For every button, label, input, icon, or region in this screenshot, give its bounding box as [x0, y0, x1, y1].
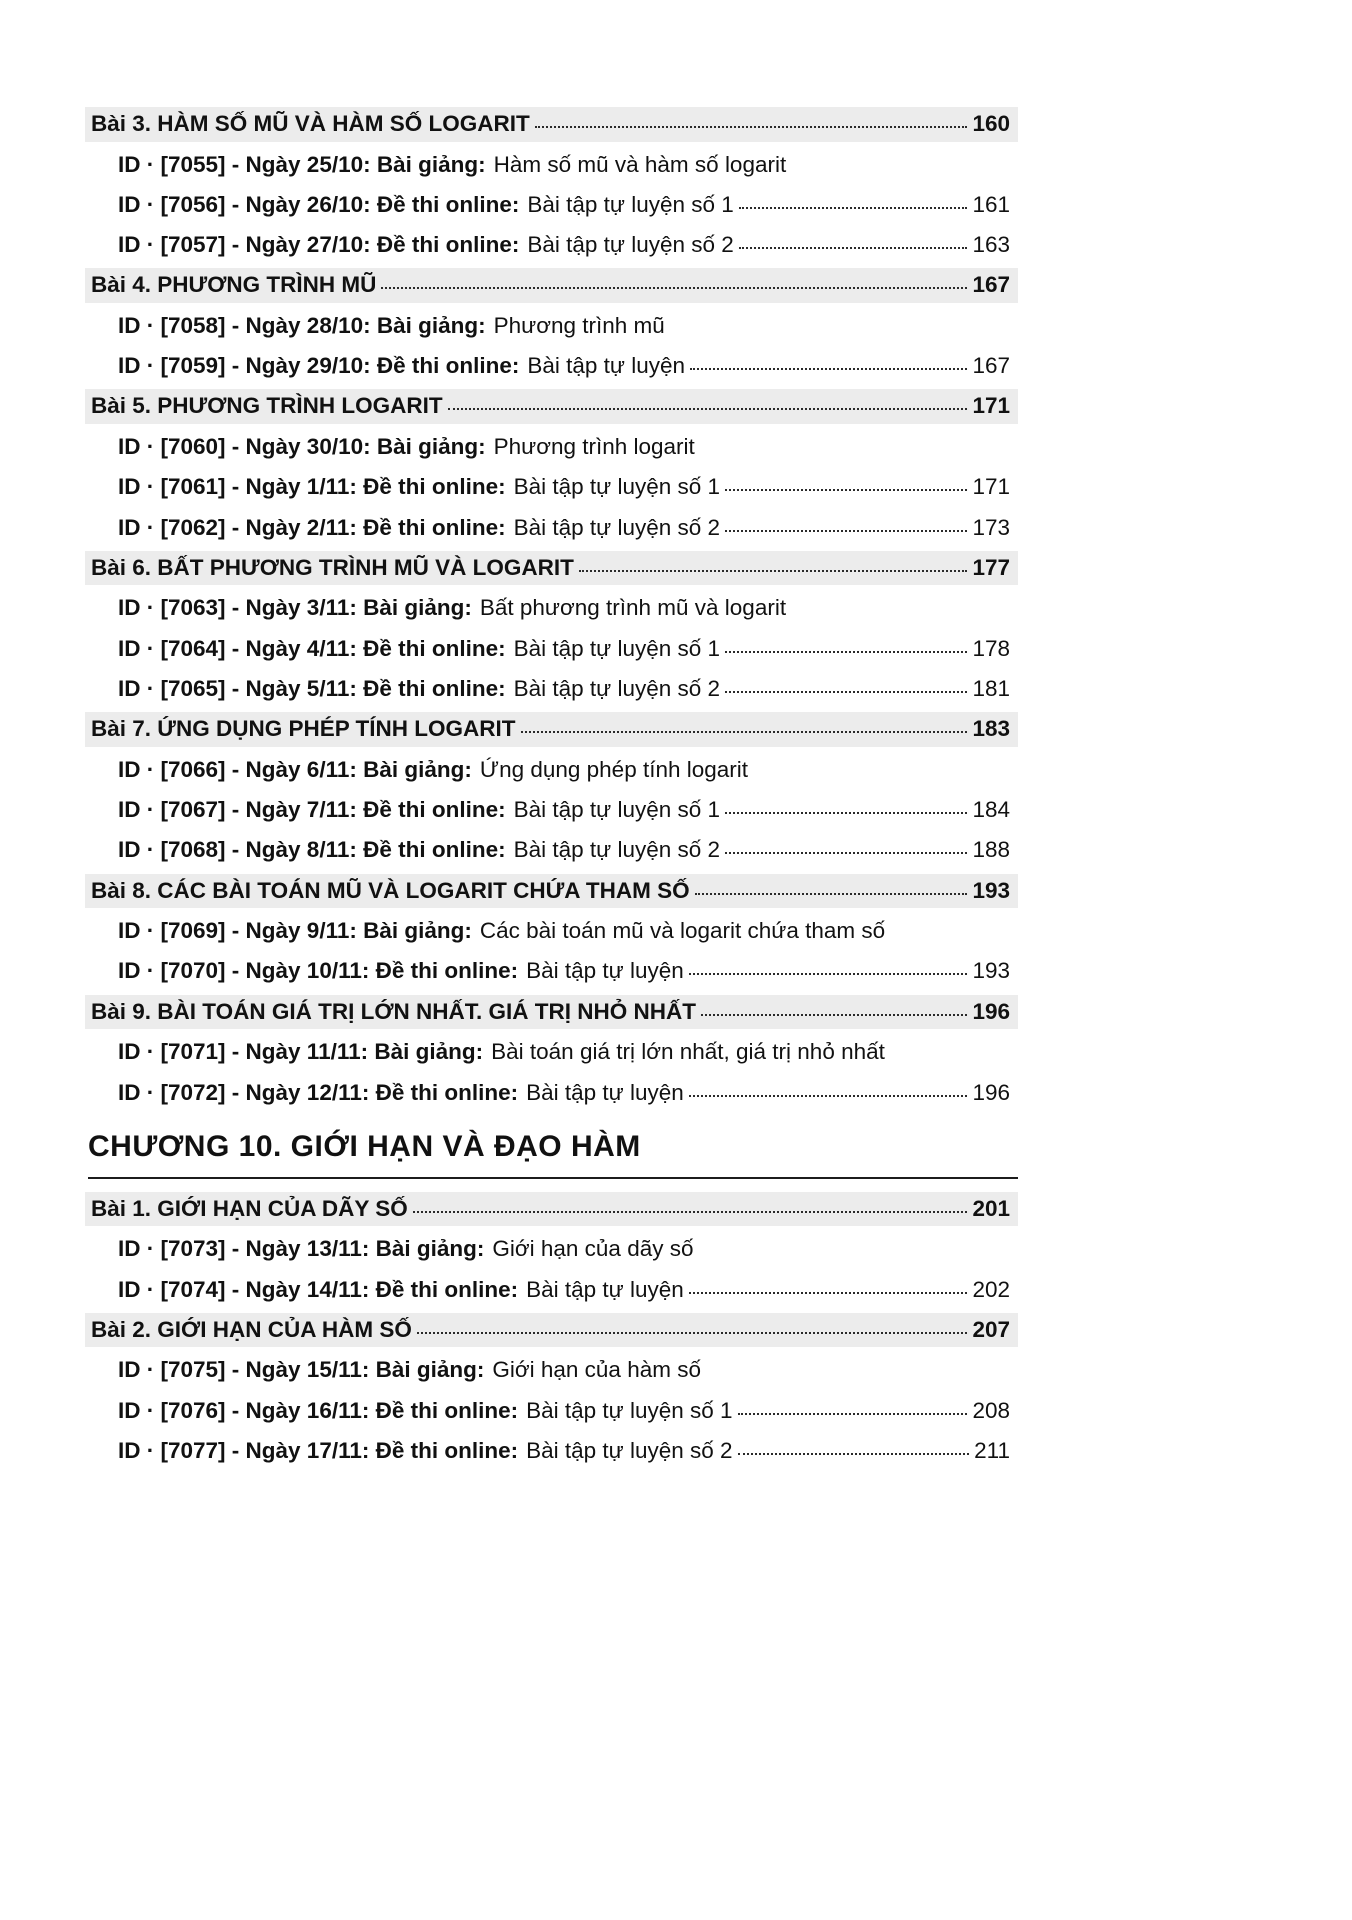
lesson-title: Bài 7. ỨNG DỤNG PHÉP TÍNH LOGARIT: [91, 716, 516, 742]
toc-entry-row: [85, 1391, 1018, 1431]
toc-entry-row: [85, 951, 1018, 991]
dotted-leader: [689, 1095, 968, 1097]
entry-title: Bài toán giá trị lớn nhất, giá trị nhỏ nhất: [491, 1039, 885, 1065]
page-number: 196: [972, 1079, 1010, 1105]
dotted-leader: [689, 1292, 968, 1294]
entry-id-label: ID · [7059] - Ngày 29/10: Đề thi online:: [118, 353, 520, 379]
chapter-heading: [85, 1113, 1018, 1189]
entry-id-label: ID · [7064] - Ngày 4/11: Đề thi online:: [118, 635, 506, 661]
toc-entry-row: [85, 830, 1018, 870]
entry-id-label: ID · [7067] - Ngày 7/11: Đề thi online:: [118, 797, 506, 823]
entry-id-label: ID · [7077] - Ngày 17/11: Đề thi online:: [118, 1438, 519, 1464]
lesson-title: Bài 9. BÀI TOÁN GIÁ TRỊ LỚN NHẤT. GIÁ TRỊ NHỎ NHẤT: [91, 998, 697, 1024]
toc-entry-row: [85, 750, 1018, 790]
entry-title: Giới hạn của hàm số: [492, 1357, 701, 1383]
entry-title: Bất phương trình mũ và logarit: [479, 595, 787, 621]
dotted-leader: [521, 731, 968, 733]
entry-title: Các bài toán mũ và logarit chứa tham số: [479, 918, 886, 944]
entry-title: Bài tập tự luyện số 1: [526, 1397, 733, 1423]
dotted-leader: [448, 408, 968, 410]
toc-entry-row: [85, 346, 1018, 386]
dotted-leader: [725, 691, 967, 693]
toc-entry-row: [85, 629, 1018, 669]
toc-entry-row: [85, 911, 1018, 951]
entry-id-label: ID · [7063] - Ngày 3/11: Bài giảng:: [118, 595, 472, 621]
lesson-title: Bài 2. GIỚI HẠN CỦA HÀM SỐ: [91, 1316, 412, 1342]
dotted-leader: [725, 489, 967, 491]
lesson-title: Bài 6. BẤT PHƯƠNG TRÌNH MŨ VÀ LOGARIT: [91, 554, 574, 580]
entry-title: Bài tập tự luyện số 2: [527, 232, 734, 258]
lesson-title: Bài 5. PHƯƠNG TRÌNH LOGARIT: [91, 393, 443, 419]
toc-entry-row: [85, 1032, 1018, 1072]
entry-id-label: ID · [7065] - Ngày 5/11: Đề thi online:: [118, 675, 506, 701]
page-number: 163: [972, 232, 1010, 258]
entry-title: Bài tập tự luyện số 1: [527, 191, 734, 217]
page-number: 183: [972, 716, 1010, 742]
page-number: 196: [972, 998, 1010, 1024]
page-number: 211: [974, 1438, 1010, 1464]
dotted-leader: [725, 651, 967, 653]
page-number: 202: [972, 1276, 1010, 1302]
entry-title: Phương trình logarit: [493, 433, 695, 459]
dotted-leader: [725, 530, 967, 532]
dotted-leader: [535, 126, 968, 128]
lesson-title: Bài 4. PHƯƠNG TRÌNH MŨ: [91, 272, 377, 298]
entry-id-label: ID · [7073] - Ngày 13/11: Bài giảng:: [118, 1236, 485, 1262]
entry-title: Bài tập tự luyện số 2: [513, 675, 721, 701]
page-number: 171: [972, 474, 1010, 500]
lesson-header-row: [85, 389, 1018, 424]
page-number: 188: [972, 837, 1010, 863]
toc-entry-row: [85, 225, 1018, 265]
entry-title: Giới hạn của dãy số: [492, 1236, 694, 1262]
toc-entry-row: [85, 427, 1018, 467]
page-number: 193: [972, 877, 1010, 903]
toc-entry-row: [85, 185, 1018, 225]
toc-entry-row: [85, 508, 1018, 548]
dotted-leader: [690, 368, 967, 370]
entry-id-label: ID · [7072] - Ngày 12/11: Đề thi online:: [118, 1079, 519, 1105]
toc-entry-row: [85, 145, 1018, 185]
lesson-title: Bài 8. CÁC BÀI TOÁN MŨ VÀ LOGARIT CHỨA THAM SỐ: [91, 877, 690, 903]
entry-title: Bài tập tự luyện số 1: [513, 474, 721, 500]
page-number: 161: [972, 191, 1010, 217]
toc-entry-row: [85, 1431, 1018, 1471]
page-number: 167: [972, 353, 1010, 379]
entry-id-label: ID · [7057] - Ngày 27/10: Đề thi online:: [118, 232, 520, 258]
entry-id-label: ID · [7074] - Ngày 14/11: Đề thi online:: [118, 1276, 519, 1302]
entry-id-label: ID · [7056] - Ngày 26/10: Đề thi online:: [118, 191, 520, 217]
page-number: 208: [972, 1397, 1010, 1423]
toc-entry-row: [85, 1270, 1018, 1310]
dotted-leader: [689, 973, 968, 975]
chapter-divider: [88, 1177, 1018, 1179]
dotted-leader: [701, 1014, 967, 1016]
toc-entry-row: [85, 306, 1018, 346]
page-number: 181: [972, 675, 1010, 701]
dotted-leader: [739, 247, 968, 249]
toc-entry-row: [85, 467, 1018, 507]
entry-id-label: ID · [7070] - Ngày 10/11: Đề thi online:: [118, 958, 519, 984]
page-number: 193: [972, 958, 1010, 984]
lesson-title: Bài 3. HÀM SỐ MŨ VÀ HÀM SỐ LOGARIT: [91, 111, 530, 136]
page-number: 177: [972, 554, 1010, 580]
chapter-title: CHƯƠNG 10. GIỚI HẠN VÀ ĐẠO HÀM: [88, 1129, 641, 1163]
toc-entry-row: [85, 1229, 1018, 1269]
entry-id-label: ID · [7068] - Ngày 8/11: Đề thi online:: [118, 837, 506, 863]
entry-id-label: ID · [7071] - Ngày 11/11: Bài giảng:: [118, 1039, 484, 1065]
dotted-leader: [417, 1332, 968, 1334]
lesson-header-row: [85, 712, 1018, 747]
entry-id-label: ID · [7066] - Ngày 6/11: Bài giảng:: [118, 756, 472, 782]
toc-entry-row: [85, 790, 1018, 830]
lesson-header-row: [85, 107, 1018, 142]
lesson-header-row: [85, 874, 1018, 909]
page-number: 207: [972, 1316, 1010, 1342]
entry-id-label: ID · [7058] - Ngày 28/10: Bài giảng:: [118, 312, 486, 338]
entry-title: Bài tập tự luyện: [527, 353, 685, 379]
lesson-header-row: [85, 1192, 1018, 1227]
lesson-header-row: [85, 995, 1018, 1030]
entry-title: Ứng dụng phép tính logarit: [479, 756, 749, 782]
dotted-leader: [739, 207, 968, 209]
entry-title: Bài tập tự luyện số 2: [526, 1438, 733, 1464]
toc-entry-row: [85, 1073, 1018, 1113]
entry-title: Bài tập tự luyện số 2: [513, 514, 721, 540]
entry-title: Bài tập tự luyện số 2: [513, 837, 721, 863]
toc-entry-row: [85, 1350, 1018, 1390]
toc-entry-row: [85, 669, 1018, 709]
entry-title: Bài tập tự luyện: [526, 958, 684, 984]
lesson-header-row: [85, 551, 1018, 586]
entry-id-label: ID · [7076] - Ngày 16/11: Đề thi online:: [118, 1397, 519, 1423]
entry-title: Bài tập tự luyện: [526, 1079, 684, 1105]
dotted-leader: [695, 893, 968, 895]
dotted-leader: [381, 287, 967, 289]
entry-id-label: ID · [7060] - Ngày 30/10: Bài giảng:: [118, 433, 486, 459]
page-number: 171: [972, 393, 1010, 419]
entry-id-label: ID · [7055] - Ngày 25/10: Bài giảng:: [118, 151, 486, 177]
toc-entry-row: [85, 588, 1018, 628]
entry-id-label: ID · [7062] - Ngày 2/11: Đề thi online:: [118, 514, 506, 540]
dotted-leader: [725, 812, 967, 814]
page-number: 184: [972, 797, 1010, 823]
dotted-leader: [738, 1453, 970, 1455]
entry-title: Hàm số mũ và hàm số logarit: [493, 151, 787, 177]
page-number: 167: [972, 272, 1010, 298]
lesson-title: Bài 1. GIỚI HẠN CỦA DÃY SỐ: [91, 1195, 408, 1221]
table-of-contents: [85, 104, 1018, 1471]
entry-title: Bài tập tự luyện: [526, 1276, 684, 1302]
page-number: 173: [972, 514, 1010, 540]
entry-title: Bài tập tự luyện số 1: [513, 797, 721, 823]
entry-title: Bài tập tự luyện số 1: [513, 635, 721, 661]
lesson-header-row: [85, 268, 1018, 303]
dotted-leader: [413, 1211, 968, 1213]
page-number: 160: [972, 111, 1010, 136]
entry-title: Phương trình mũ: [493, 312, 665, 338]
page-number: 201: [972, 1195, 1010, 1221]
page-number: 178: [972, 635, 1010, 661]
dotted-leader: [725, 852, 967, 854]
entry-id-label: ID · [7061] - Ngày 1/11: Đề thi online:: [118, 474, 506, 500]
dotted-leader: [579, 570, 968, 572]
lesson-header-row: [85, 1313, 1018, 1348]
entry-id-label: ID · [7075] - Ngày 15/11: Bài giảng:: [118, 1357, 485, 1383]
entry-id-label: ID · [7069] - Ngày 9/11: Bài giảng:: [118, 918, 472, 944]
dotted-leader: [738, 1413, 968, 1415]
